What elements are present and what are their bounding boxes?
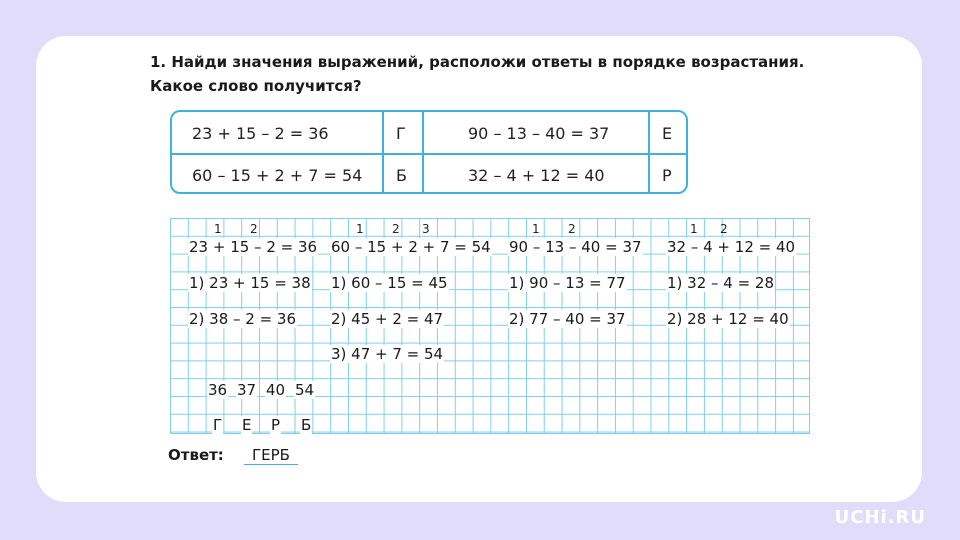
- table-divider: [172, 153, 686, 155]
- work-step: 2) 28 + 12 = 40: [667, 310, 789, 328]
- table-divider: [382, 112, 384, 192]
- work-step: 1) 60 – 15 = 45: [331, 274, 448, 292]
- order-number: 2: [250, 222, 258, 236]
- sorted-number: 40: [266, 381, 286, 399]
- table-divider: [648, 112, 650, 192]
- table-expression: 23 + 15 – 2 = 36: [192, 124, 329, 143]
- sorted-number: 37: [237, 381, 257, 399]
- sorted-letter: Б: [301, 416, 312, 434]
- order-number: 2: [568, 222, 576, 236]
- graph-paper-grid: [170, 218, 810, 434]
- answer-value: ГЕРБ: [244, 446, 298, 465]
- work-step: 3) 47 + 7 = 54: [331, 345, 444, 363]
- task-line-1: 1. Найди значения выражений, расположи ответы в порядке возрастания.: [150, 53, 805, 71]
- order-number: 1: [214, 222, 222, 236]
- task-line-2: Какое слово получится?: [150, 77, 362, 95]
- sorted-letter: Г: [213, 416, 223, 434]
- table-expression: 60 – 15 + 2 + 7 = 54: [192, 166, 363, 185]
- work-step: 2) 38 – 2 = 36: [189, 310, 297, 328]
- work-step: 1) 23 + 15 = 38: [189, 274, 311, 292]
- work-step: 1) 90 – 13 = 77: [509, 274, 626, 292]
- work-expression: 60 – 15 + 2 + 7 = 54: [331, 238, 491, 256]
- table-expression: 32 – 4 + 12 = 40: [468, 166, 605, 185]
- order-number: 2: [392, 222, 400, 236]
- sorted-letter: Е: [242, 416, 252, 434]
- work-expression: 23 + 15 – 2 = 36: [189, 238, 318, 256]
- expressions-table: [170, 110, 688, 194]
- table-letter: Г: [396, 124, 406, 143]
- work-expression: 90 – 13 – 40 = 37: [509, 238, 642, 256]
- work-step: 2) 45 + 2 = 47: [331, 310, 444, 328]
- sorted-number: 36: [208, 381, 228, 399]
- table-letter: Б: [396, 166, 407, 185]
- order-number: 2: [720, 222, 728, 236]
- answer-label: Ответ:: [168, 446, 224, 464]
- order-number: 1: [356, 222, 364, 236]
- order-number: 1: [532, 222, 540, 236]
- order-number: 3: [422, 222, 430, 236]
- work-expression: 32 – 4 + 12 = 40: [667, 238, 796, 256]
- table-letter: Р: [662, 166, 672, 185]
- table-letter: Е: [662, 124, 673, 143]
- table-divider: [422, 112, 424, 192]
- work-step: 1) 32 – 4 = 28: [667, 274, 775, 292]
- table-expression: 90 – 13 – 40 = 37: [468, 124, 610, 143]
- sorted-number: 54: [295, 381, 315, 399]
- work-step: 2) 77 – 40 = 37: [509, 310, 626, 328]
- sorted-letter: Р: [271, 416, 281, 434]
- task-text: [150, 50, 870, 98]
- order-number: 1: [690, 222, 698, 236]
- brand-logo: UCHi.RU: [834, 507, 926, 528]
